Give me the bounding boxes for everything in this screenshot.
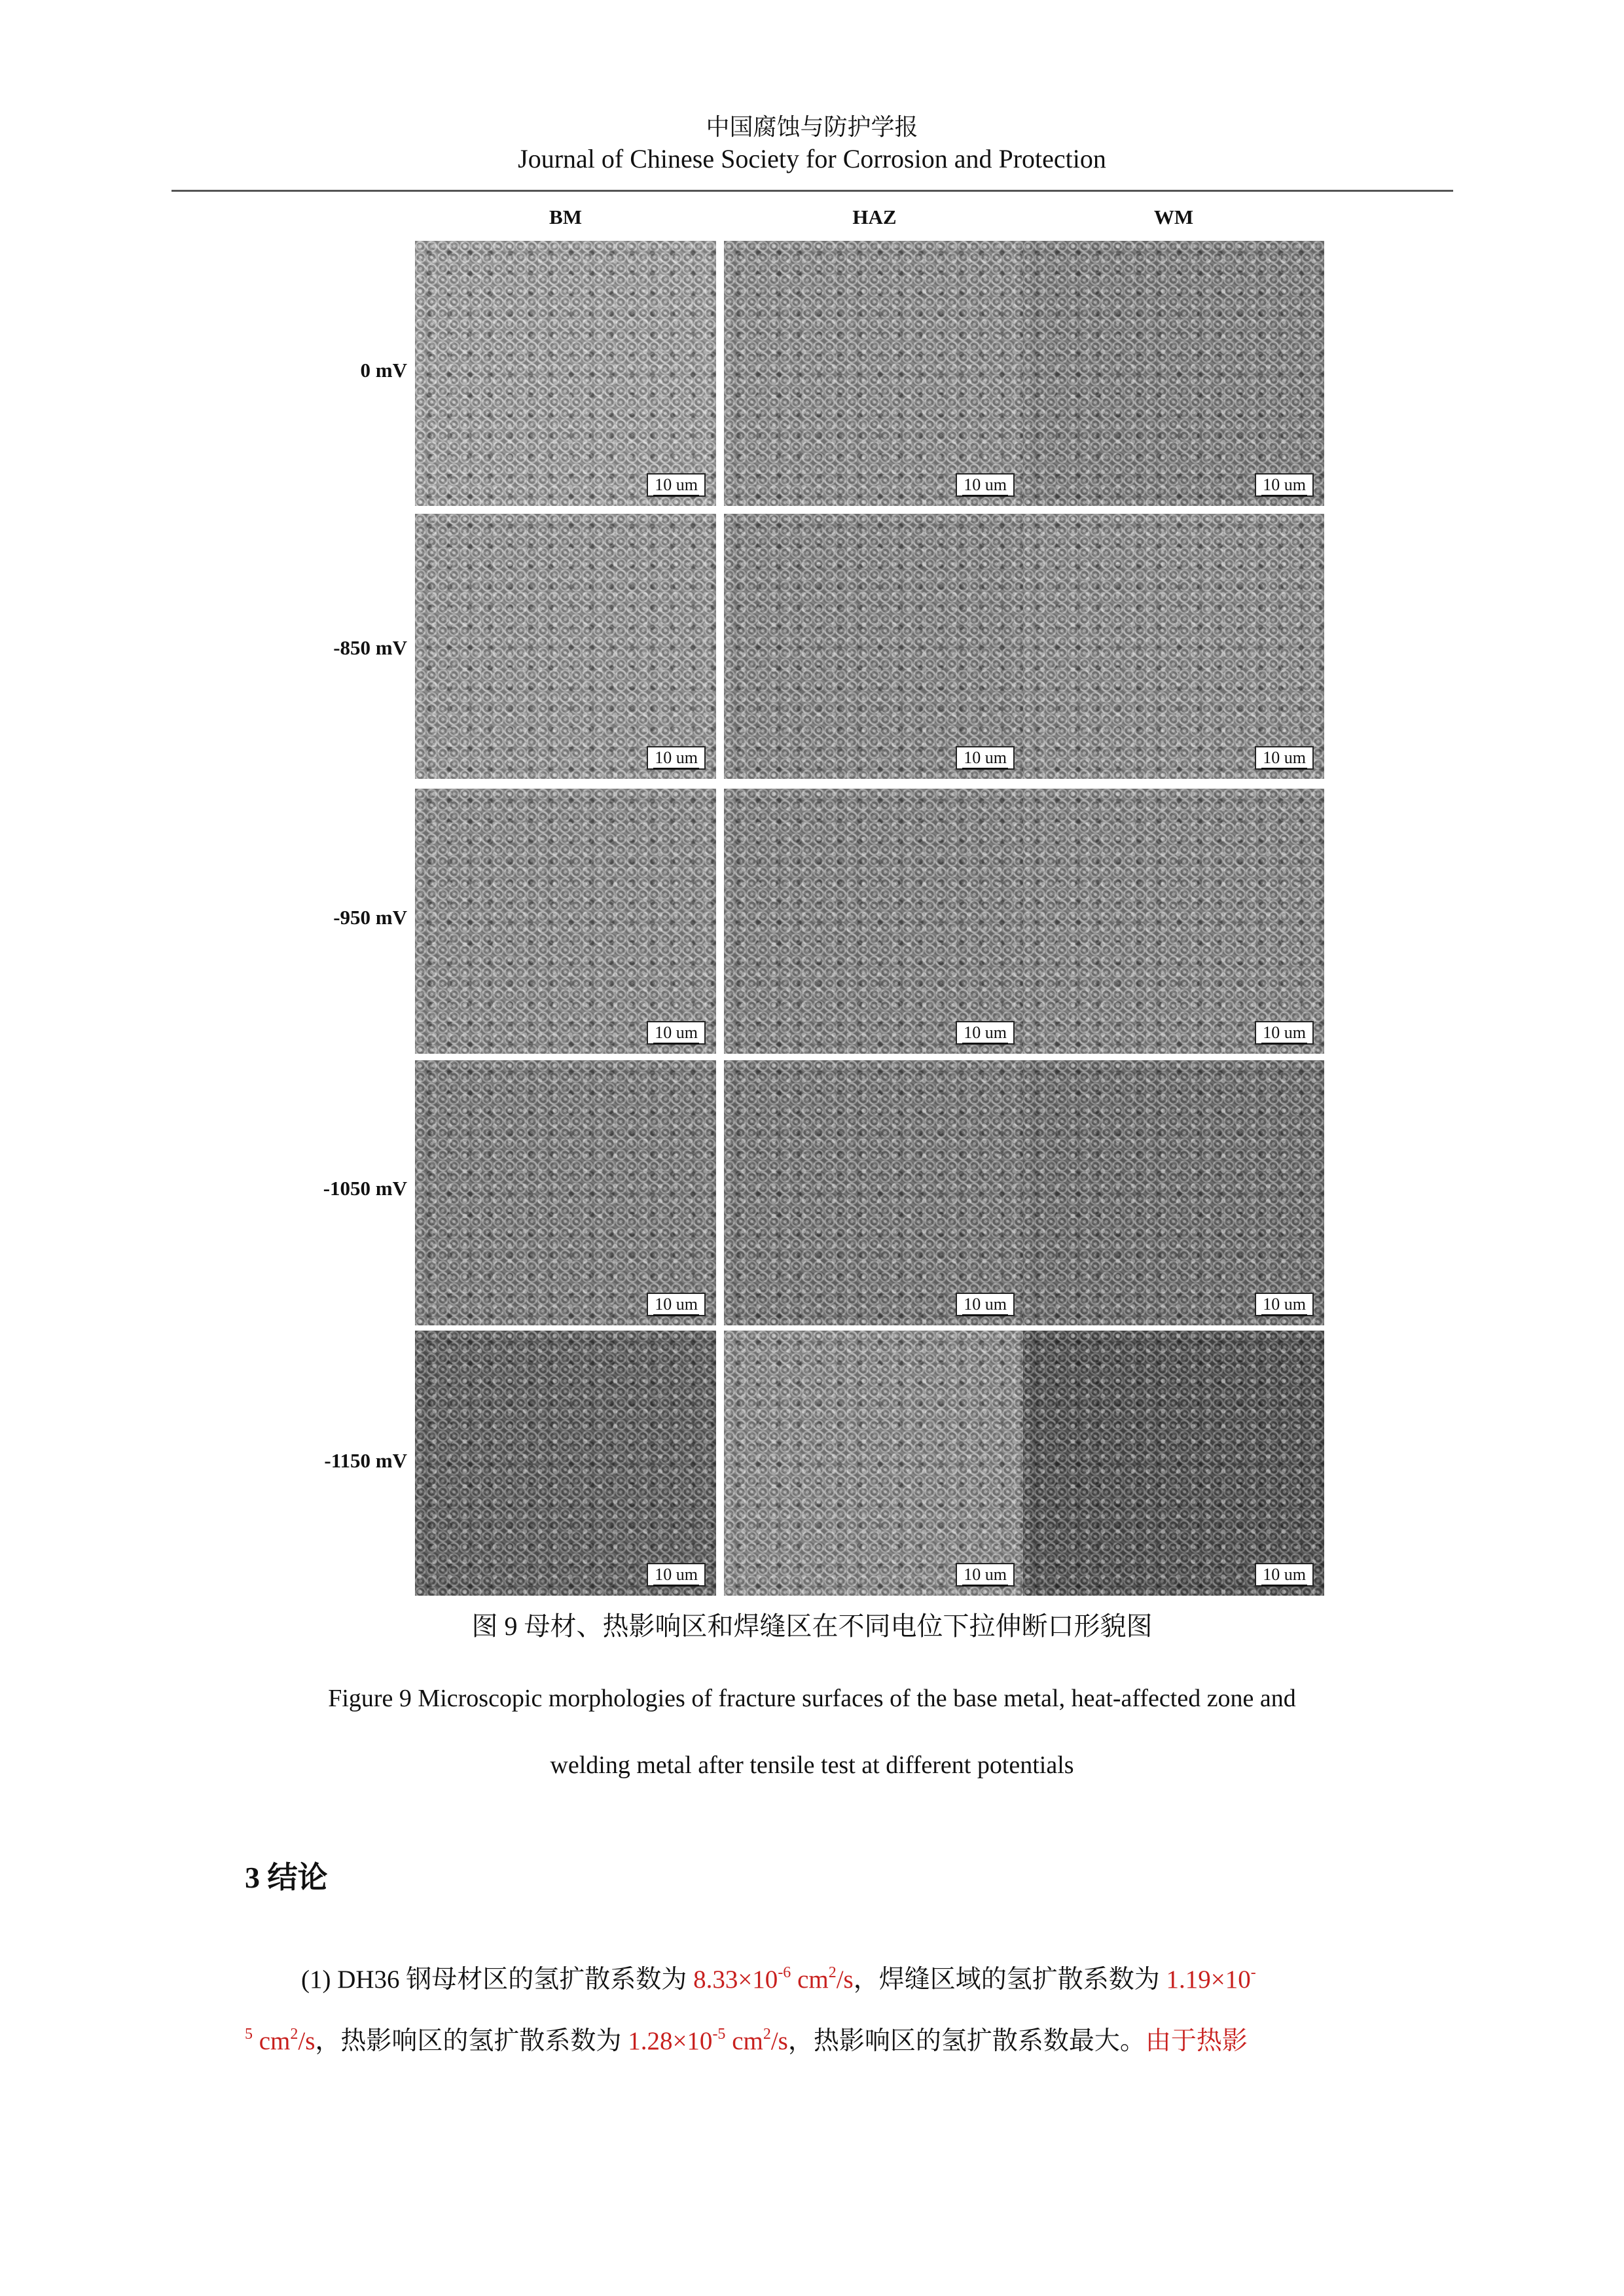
scale-bar-label: 10 um (1255, 1293, 1314, 1316)
journal-title-en: Journal of Chinese Society for Corrosion and Protection (518, 144, 1106, 173)
scale-bar-label: 10 um (647, 1021, 706, 1045)
sem-image-wm-0mv (1023, 241, 1324, 506)
paragraph-line-1 (301, 1964, 1440, 1996)
value-bm-diffusion (693, 1965, 854, 1994)
row-label-850mv: -850 mV (333, 636, 407, 659)
scale-bar-label: 10 um (647, 746, 706, 770)
unit-exponent: 2 (828, 1964, 837, 1981)
value-haz-diffusion (628, 2027, 788, 2055)
sem-image-wm-950mv (1023, 789, 1324, 1054)
text-run: ，热影响区的氢扩散系数为 (315, 2027, 628, 2055)
scale-bar-label: 10 um (1255, 1563, 1314, 1587)
value-exponent: -6 (778, 1964, 791, 1981)
sem-image-haz-0mv (724, 241, 1025, 506)
scale-bar-label: 10 um (647, 1293, 706, 1316)
text-run-highlight: 由于热影 (1145, 2027, 1248, 2055)
unit-exponent: 2 (290, 2026, 298, 2043)
column-label-haz: HAZ (852, 206, 897, 228)
row-label-950mv: -950 mV (333, 906, 407, 929)
text-run: ，焊缝区域的氢扩散系数为 (853, 1965, 1166, 1994)
header-divider (171, 190, 1453, 192)
value-exponent: 5 (245, 2026, 253, 2043)
sem-image-wm-1050mv (1023, 1060, 1324, 1325)
unit-tail: /s (836, 1965, 854, 1994)
figure-caption-cn: 图 9 母材、热影响区和焊缝区在不同电位下拉伸断口形貌图 (471, 1611, 1153, 1641)
text-run: (1) DH36 钢母材区的氢扩散系数为 (301, 1965, 694, 1994)
value-exponent: -5 (712, 2026, 726, 2043)
scale-bar-label: 10 um (956, 1293, 1015, 1316)
value-wm-diffusion-part2 (245, 2027, 315, 2055)
column-label-wm: WM (1153, 206, 1194, 228)
scale-bar-label: 10 um (956, 1021, 1015, 1045)
scale-bar-label: 10 um (956, 1563, 1015, 1587)
sem-image-bm-0mv (415, 241, 716, 506)
value-base: 1.28×10 (628, 2027, 713, 2055)
unit-exponent: 2 (763, 2026, 771, 2043)
value-unit: cm (791, 1965, 829, 1994)
column-label-bm: BM (549, 206, 582, 228)
sem-image-bm-1150mv (415, 1331, 716, 1596)
sem-image-bm-1050mv (415, 1060, 716, 1325)
unit-tail: /s (770, 2027, 788, 2055)
sem-image-wm-1150mv (1023, 1331, 1324, 1596)
journal-title-cn: 中国腐蚀与防护学报 (706, 114, 918, 140)
text-run: ，热影响区的氢扩散系数最大。 (787, 2027, 1146, 2055)
unit-tail: /s (298, 2027, 316, 2055)
value-unit: cm (725, 2027, 763, 2055)
row-label-0mv: 0 mV (360, 359, 407, 382)
sem-image-haz-950mv (724, 789, 1025, 1054)
sem-image-haz-850mv (724, 514, 1025, 779)
value-wm-diffusion-part1 (1166, 1965, 1256, 1994)
figure-caption-en-line2: welding metal after tensile test at different potentials (550, 1751, 1074, 1779)
value-base: 8.33×10 (693, 1965, 778, 1994)
figure-caption-en-line1: Figure 9 Microscopic morphologies of fracture surfaces of the base metal, heat-affected zone and (328, 1685, 1296, 1712)
sem-image-haz-1050mv (724, 1060, 1025, 1325)
scale-bar-label: 10 um (647, 1563, 706, 1587)
scale-bar-label: 10 um (1255, 746, 1314, 770)
scale-bar-label: 10 um (956, 746, 1015, 770)
scale-bar-label: 10 um (1255, 473, 1314, 497)
value-base: 1.19×10 (1166, 1965, 1251, 1994)
sem-image-haz-1150mv (724, 1331, 1025, 1596)
value-unit: cm (253, 2027, 291, 2055)
sem-image-wm-850mv (1023, 514, 1324, 779)
row-label-1150mv: -1150 mV (324, 1449, 407, 1472)
paragraph-line-2 (245, 2025, 1384, 2058)
row-label-1050mv: -1050 mV (323, 1177, 407, 1200)
sem-image-bm-950mv (415, 789, 716, 1054)
sem-image-bm-850mv (415, 514, 716, 779)
scale-bar-label: 10 um (956, 473, 1015, 497)
scale-bar-label: 10 um (1255, 1021, 1314, 1045)
section-heading: 3 结论 (245, 1861, 328, 1894)
value-exponent: - (1250, 1964, 1256, 1981)
scale-bar-label: 10 um (647, 473, 706, 497)
